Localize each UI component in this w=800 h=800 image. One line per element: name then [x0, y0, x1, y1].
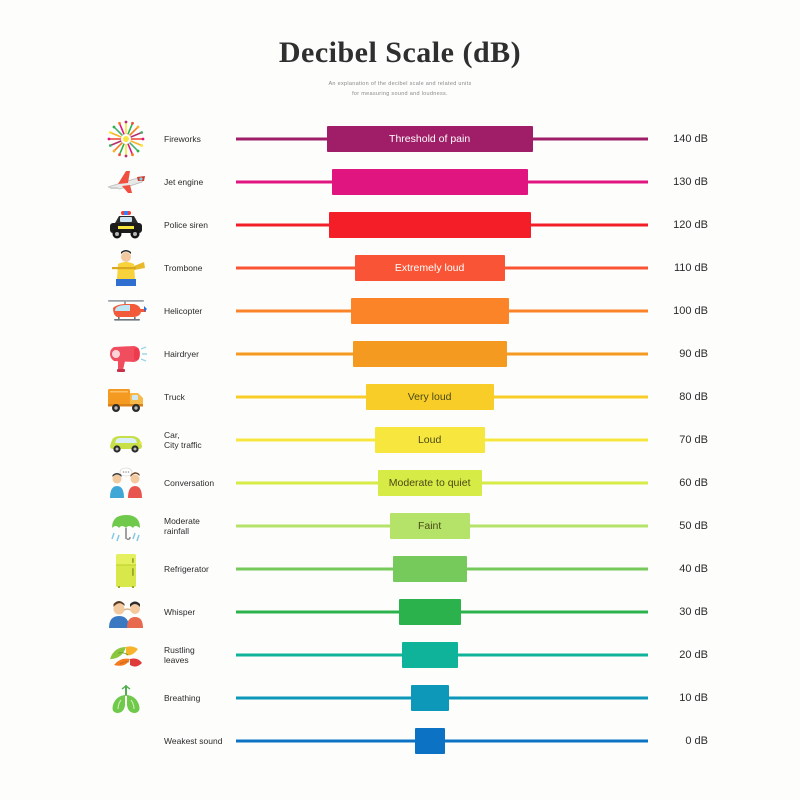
- scale-row: [90, 462, 710, 505]
- source-label: Jet engine: [164, 176, 204, 187]
- decibel-value: 10 dB: [679, 692, 708, 705]
- scale-row: [90, 118, 710, 161]
- scale-row: [90, 290, 710, 333]
- decibel-value: 30 dB: [679, 606, 708, 619]
- decibel-value: 70 dB: [679, 434, 708, 447]
- bar-track: [236, 291, 648, 331]
- fireworks-icon: [90, 119, 162, 159]
- decibel-value: 50 dB: [679, 520, 708, 533]
- source-label: Truck: [164, 391, 185, 402]
- decibel-value: 40 dB: [679, 563, 708, 576]
- bar-track: [236, 678, 648, 718]
- bar-annotation: Threshold of pain: [389, 133, 471, 146]
- scale-row: [90, 333, 710, 376]
- bar-annotation: Moderate to quiet: [388, 477, 471, 490]
- poster-header: [0, 0, 800, 100]
- subtitle-line-1: An explanation of the decibel scale and related units: [328, 81, 472, 87]
- bar-annotation: Very loud: [407, 391, 452, 404]
- police-siren-icon: [90, 205, 162, 245]
- scale-row: [90, 505, 710, 548]
- source-label: Hairdryer: [164, 348, 199, 359]
- scale-row: [90, 247, 710, 290]
- source-label: Fireworks: [164, 133, 201, 144]
- source-label: Rustling leaves: [164, 644, 195, 666]
- decibel-value: 90 dB: [679, 348, 708, 361]
- bar-track: [236, 506, 648, 546]
- decibel-bar: [366, 384, 494, 410]
- bar-track: [236, 377, 648, 417]
- decibel-value: 20 dB: [679, 649, 708, 662]
- bar-track: [236, 420, 648, 460]
- scale-row: [90, 419, 710, 462]
- decibel-value: 80 dB: [679, 391, 708, 404]
- jet-engine-icon: [90, 162, 162, 202]
- helicopter-icon: [90, 291, 162, 331]
- decibel-bar: [355, 255, 505, 281]
- weakest-sound-icon: [90, 721, 162, 761]
- conversation-icon: [90, 463, 162, 503]
- trombone-icon: [90, 248, 162, 288]
- source-label: Refrigerator: [164, 563, 209, 574]
- scale-row: [90, 720, 710, 763]
- bar-track: [236, 463, 648, 503]
- decibel-bar: [390, 513, 470, 539]
- page-subtitle: [0, 80, 800, 100]
- source-label: Moderate rainfall: [164, 515, 200, 537]
- subtitle-line-2: for measuring sound and loudness.: [352, 90, 448, 97]
- decibel-value: 100 dB: [673, 305, 708, 318]
- source-label: Whisper: [164, 606, 196, 617]
- source-label: Breathing: [164, 692, 201, 703]
- decibel-bar: [399, 599, 461, 625]
- bar-annotation: Faint: [417, 520, 442, 533]
- bar-track: [236, 162, 648, 202]
- scale-row: [90, 161, 710, 204]
- decibel-bar: [353, 341, 507, 367]
- decibel-bar: [327, 126, 533, 152]
- scale-row: [90, 376, 710, 419]
- scale-row: [90, 634, 710, 677]
- decibel-bar: [393, 556, 467, 582]
- source-label: Trombone: [164, 262, 203, 273]
- breathing-lungs-icon: [90, 678, 162, 718]
- car-icon: [90, 420, 162, 460]
- decibel-bar: [378, 470, 482, 496]
- decibel-value: 60 dB: [679, 477, 708, 490]
- source-label: Conversation: [164, 477, 215, 488]
- scale-row: [90, 677, 710, 720]
- decibel-bar: [329, 212, 531, 238]
- decibel-bar: [415, 728, 445, 754]
- bar-track: [236, 248, 648, 288]
- truck-icon: [90, 377, 162, 417]
- source-label: Weakest sound: [164, 735, 223, 746]
- scale-row: [90, 548, 710, 591]
- source-label: Helicopter: [164, 305, 203, 316]
- decibel-bar: [411, 685, 449, 711]
- whisper-icon: [90, 592, 162, 632]
- bar-track: [236, 592, 648, 632]
- decibel-bar: [351, 298, 509, 324]
- bar-track: [236, 205, 648, 245]
- bar-track: [236, 334, 648, 374]
- decibel-chart: [90, 118, 710, 763]
- rustling-leaves-icon: [90, 635, 162, 675]
- page-title: Decibel Scale (dB): [278, 36, 522, 69]
- source-label: Car, City traffic: [164, 429, 202, 451]
- decibel-value: 0 dB: [685, 735, 708, 748]
- bar-track: [236, 549, 648, 589]
- decibel-value: 110 dB: [673, 262, 708, 275]
- decibel-bar: [332, 169, 528, 195]
- hairdryer-icon: [90, 334, 162, 374]
- decibel-bar: [375, 427, 485, 453]
- source-label: Police siren: [164, 219, 208, 230]
- bar-track: [236, 721, 648, 761]
- scale-row: [90, 591, 710, 634]
- bar-annotation: Extremely loud: [394, 262, 465, 275]
- decibel-bar: [402, 642, 458, 668]
- decibel-value: 140 dB: [673, 133, 708, 146]
- bar-track: [236, 119, 648, 159]
- bar-annotation: Loud: [417, 434, 442, 447]
- refrigerator-icon: [90, 549, 162, 589]
- decibel-value: 130 dB: [673, 176, 708, 189]
- bar-track: [236, 635, 648, 675]
- scale-row: [90, 204, 710, 247]
- decibel-value: 120 dB: [673, 219, 708, 232]
- umbrella-rain-icon: [90, 506, 162, 546]
